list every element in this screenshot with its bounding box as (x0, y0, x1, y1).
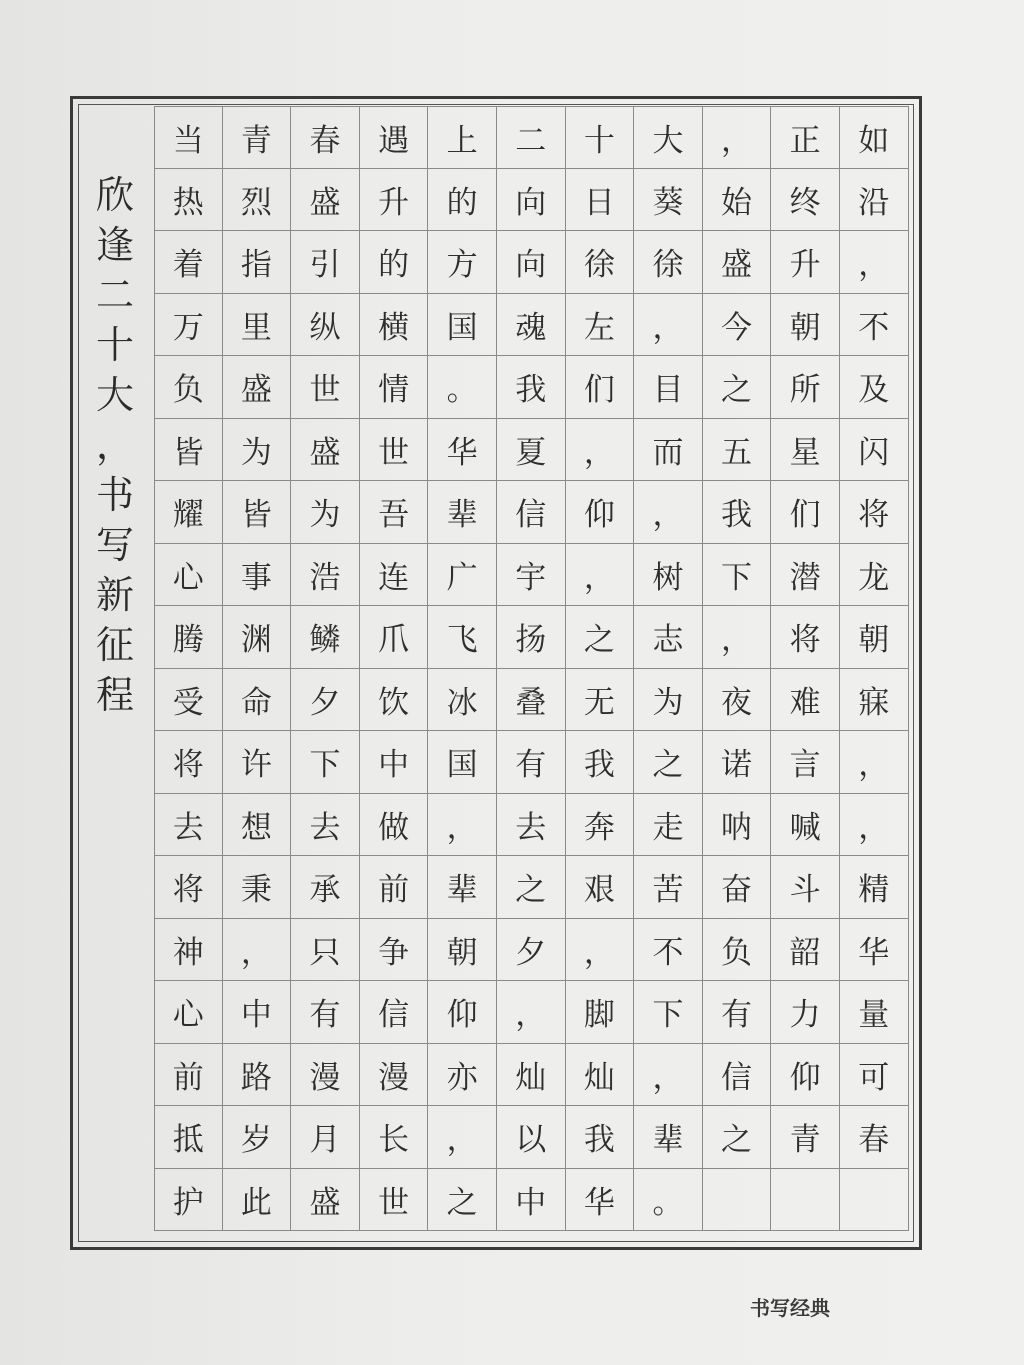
grid-cell: 十 (566, 106, 635, 169)
grid-cell: 下 (291, 731, 360, 794)
grid-cell: 吾 (360, 481, 429, 544)
grid-cell: 之 (566, 606, 635, 669)
title-char: ， (95, 423, 134, 467)
grid-cell: 奔 (566, 794, 635, 857)
grid-cell: 华 (428, 419, 497, 482)
grid-cell: 量 (840, 981, 909, 1044)
grid-cell: 星 (771, 419, 840, 482)
grid-cell: 脚 (566, 981, 635, 1044)
grid-cell: 徐 (634, 231, 703, 294)
grid-cell (840, 1169, 909, 1232)
grid-cell: 负 (703, 919, 772, 982)
grid-cell: 情 (360, 356, 429, 419)
grid-cell: 华 (566, 1169, 635, 1232)
grid-cell: 左 (566, 294, 635, 357)
grid-cell: 升 (771, 231, 840, 294)
grid-cell: 横 (360, 294, 429, 357)
grid-cell: 将 (154, 731, 223, 794)
grid-cell: 抵 (154, 1106, 223, 1169)
grid-cell: ， (840, 231, 909, 294)
grid-cell: 信 (703, 1044, 772, 1107)
grid-cell: 仰 (771, 1044, 840, 1107)
grid-cell: 们 (771, 481, 840, 544)
grid-cell: 为 (291, 481, 360, 544)
grid-cell: 负 (154, 356, 223, 419)
grid-cell: 春 (840, 1106, 909, 1169)
title-char: 逢 (95, 223, 134, 267)
grid-cell: 皆 (223, 481, 292, 544)
grid-cell: 扬 (497, 606, 566, 669)
grid-cell: 夜 (703, 669, 772, 732)
grid-cell: 魂 (497, 294, 566, 357)
grid-cell: 广 (428, 544, 497, 607)
grid-cell: 日 (566, 169, 635, 232)
grid-cell: 冰 (428, 669, 497, 732)
grid-cell: 漫 (291, 1044, 360, 1107)
grid-cell: 盛 (291, 419, 360, 482)
title-char: 征 (95, 623, 134, 667)
grid-cell: 向 (497, 169, 566, 232)
grid-cell: 饮 (360, 669, 429, 732)
grid-cell: ， (634, 481, 703, 544)
grid-cell: 去 (497, 794, 566, 857)
grid-cell: 沿 (840, 169, 909, 232)
grid-cell: ， (428, 1106, 497, 1169)
grid-cell: 大 (634, 106, 703, 169)
grid-cell: 热 (154, 169, 223, 232)
grid-cell: 宇 (497, 544, 566, 607)
grid-cell: 仰 (566, 481, 635, 544)
grid-cell: 许 (223, 731, 292, 794)
grid-cell: 之 (703, 1106, 772, 1169)
grid-cell: 而 (634, 419, 703, 482)
grid-cell: 皆 (154, 419, 223, 482)
grid-cell: 引 (291, 231, 360, 294)
grid-cell: 烈 (223, 169, 292, 232)
grid-cell: 里 (223, 294, 292, 357)
grid-cell: 盛 (291, 1169, 360, 1232)
grid-cell: ， (566, 919, 635, 982)
grid-cell: ， (840, 794, 909, 857)
grid-cell: 争 (360, 919, 429, 982)
grid-cell: ， (566, 544, 635, 607)
grid-cell: 指 (223, 231, 292, 294)
grid-cell: ， (703, 606, 772, 669)
title-char: 写 (95, 523, 134, 567)
grid-cell: 世 (360, 419, 429, 482)
grid-cell: 前 (154, 1044, 223, 1107)
grid-cell: 奋 (703, 856, 772, 919)
grid-cell: 及 (840, 356, 909, 419)
grid-cell: 难 (771, 669, 840, 732)
grid-cell: 夏 (497, 419, 566, 482)
grid-cell: 春 (291, 106, 360, 169)
grid-cell: 不 (634, 919, 703, 982)
grid-cell: 夕 (497, 919, 566, 982)
grid-cell: 如 (840, 106, 909, 169)
grid-cell: 盛 (291, 169, 360, 232)
grid-cell: 遇 (360, 106, 429, 169)
grid-cell: 今 (703, 294, 772, 357)
grid-cell: 言 (771, 731, 840, 794)
grid-cell: 方 (428, 231, 497, 294)
grid-cell: 们 (566, 356, 635, 419)
grid-cell: 国 (428, 294, 497, 357)
grid-cell: 飞 (428, 606, 497, 669)
grid-cell: 有 (703, 981, 772, 1044)
grid-cell: 岁 (223, 1106, 292, 1169)
grid-cell: 上 (428, 106, 497, 169)
grid-cell: 始 (703, 169, 772, 232)
grid-cell: 朝 (840, 606, 909, 669)
grid-cell: 我 (497, 356, 566, 419)
grid-cell: ， (428, 794, 497, 857)
grid-cell: 为 (634, 669, 703, 732)
grid-cell: 爪 (360, 606, 429, 669)
grid-cell: 力 (771, 981, 840, 1044)
title-char: 大 (95, 373, 134, 417)
grid-cell: 漫 (360, 1044, 429, 1107)
grid-cell: 亦 (428, 1044, 497, 1107)
grid-cell: 神 (154, 919, 223, 982)
grid-cell: 想 (223, 794, 292, 857)
grid-cell: ， (840, 731, 909, 794)
grid-cell (703, 1169, 772, 1232)
title-char: 十 (95, 323, 134, 367)
grid-cell: 渊 (223, 606, 292, 669)
grid-cell: 信 (497, 481, 566, 544)
title-char: 程 (95, 673, 134, 717)
grid-cell: 世 (360, 1169, 429, 1232)
grid-cell: 中 (360, 731, 429, 794)
grid-cell: 目 (634, 356, 703, 419)
grid-cell: 朝 (428, 919, 497, 982)
grid-cell: 只 (291, 919, 360, 982)
grid-cell: 秉 (223, 856, 292, 919)
grid-cell: 夕 (291, 669, 360, 732)
grid-cell: 所 (771, 356, 840, 419)
grid-cell: 将 (840, 481, 909, 544)
footer-caption: 书写经典 (750, 1296, 830, 1320)
grid-cell: 志 (634, 606, 703, 669)
grid-cell: 辈 (428, 481, 497, 544)
writing-grid (154, 106, 909, 1231)
grid-cell: 受 (154, 669, 223, 732)
grid-cell: 以 (497, 1106, 566, 1169)
grid-cell: 潜 (771, 544, 840, 607)
grid-cell: 走 (634, 794, 703, 857)
grid-cell: ， (566, 419, 635, 482)
grid-cell: ， (634, 1044, 703, 1107)
grid-cell: 树 (634, 544, 703, 607)
grid-cell: 青 (771, 1106, 840, 1169)
title-char: 欣 (95, 173, 134, 217)
grid-cell: 事 (223, 544, 292, 607)
grid-cell: 万 (154, 294, 223, 357)
grid-cell: 之 (428, 1169, 497, 1232)
grid-cell: 中 (223, 981, 292, 1044)
grid-cell: 心 (154, 544, 223, 607)
grid-cell: ， (223, 919, 292, 982)
grid-cell: 耀 (154, 481, 223, 544)
grid-cell: 五 (703, 419, 772, 482)
title-char: 书 (95, 473, 134, 517)
grid-cell: 闪 (840, 419, 909, 482)
grid-cell: 心 (154, 981, 223, 1044)
grid-cell: 辈 (634, 1106, 703, 1169)
grid-cell: 叠 (497, 669, 566, 732)
grid-cell: 长 (360, 1106, 429, 1169)
grid-cell: 不 (840, 294, 909, 357)
grid-cell: 向 (497, 231, 566, 294)
grid-cell: 纵 (291, 294, 360, 357)
grid-cell: 龙 (840, 544, 909, 607)
grid-cell: 之 (497, 856, 566, 919)
grid-cell: 护 (154, 1169, 223, 1232)
grid-cell: 辈 (428, 856, 497, 919)
grid-cell: 世 (291, 356, 360, 419)
grid-cell: 路 (223, 1044, 292, 1107)
grid-cell: 正 (771, 106, 840, 169)
grid-cell: 我 (566, 1106, 635, 1169)
grid-cell: 腾 (154, 606, 223, 669)
grid-cell: 华 (840, 919, 909, 982)
grid-cell: 。 (634, 1169, 703, 1232)
grid-cell: 寐 (840, 669, 909, 732)
grid-cell: 斗 (771, 856, 840, 919)
grid-cell: 有 (291, 981, 360, 1044)
grid-cell: 的 (360, 231, 429, 294)
grid-cell: 之 (634, 731, 703, 794)
grid-cell: 月 (291, 1106, 360, 1169)
grid-cell: 我 (566, 731, 635, 794)
grid-cell: 。 (428, 356, 497, 419)
grid-cell: 将 (771, 606, 840, 669)
grid-cell: 盛 (703, 231, 772, 294)
grid-cell: 终 (771, 169, 840, 232)
grid-cell: 中 (497, 1169, 566, 1232)
grid-cell: 之 (703, 356, 772, 419)
grid-cell: 去 (291, 794, 360, 857)
essay-title (84, 170, 146, 720)
grid-cell: 精 (840, 856, 909, 919)
grid-cell: 命 (223, 669, 292, 732)
grid-cell: 去 (154, 794, 223, 857)
grid-cell: 下 (634, 981, 703, 1044)
grid-cell: 徐 (566, 231, 635, 294)
grid-cell: 浩 (291, 544, 360, 607)
grid-cell: 国 (428, 731, 497, 794)
grid-cell: 鳞 (291, 606, 360, 669)
grid-cell (771, 1169, 840, 1232)
grid-cell: 诺 (703, 731, 772, 794)
grid-cell: 着 (154, 231, 223, 294)
grid-cell: 无 (566, 669, 635, 732)
grid-cell: 朝 (771, 294, 840, 357)
title-char: 新 (95, 573, 134, 617)
grid-cell: 二 (497, 106, 566, 169)
grid-cell: 我 (703, 481, 772, 544)
grid-cell: 喊 (771, 794, 840, 857)
grid-cell: 灿 (566, 1044, 635, 1107)
grid-cell: 艰 (566, 856, 635, 919)
grid-cell: 的 (428, 169, 497, 232)
grid-cell: 当 (154, 106, 223, 169)
grid-cell: 盛 (223, 356, 292, 419)
grid-cell: 升 (360, 169, 429, 232)
grid-cell: 承 (291, 856, 360, 919)
grid-cell: 信 (360, 981, 429, 1044)
title-char: 二 (95, 273, 134, 317)
grid-cell: 葵 (634, 169, 703, 232)
grid-cell: 青 (223, 106, 292, 169)
grid-cell: 苦 (634, 856, 703, 919)
grid-cell: 灿 (497, 1044, 566, 1107)
grid-cell: 呐 (703, 794, 772, 857)
grid-cell: 连 (360, 544, 429, 607)
grid-cell: 韶 (771, 919, 840, 982)
grid-cell: 可 (840, 1044, 909, 1107)
grid-cell: ， (497, 981, 566, 1044)
grid-cell: ， (703, 106, 772, 169)
grid-cell: 此 (223, 1169, 292, 1232)
grid-cell: 做 (360, 794, 429, 857)
grid-cell: 仰 (428, 981, 497, 1044)
grid-cell: 前 (360, 856, 429, 919)
grid-cell: 将 (154, 856, 223, 919)
grid-cell: ， (634, 294, 703, 357)
grid-cell: 下 (703, 544, 772, 607)
grid-cell: 有 (497, 731, 566, 794)
grid-cell: 为 (223, 419, 292, 482)
